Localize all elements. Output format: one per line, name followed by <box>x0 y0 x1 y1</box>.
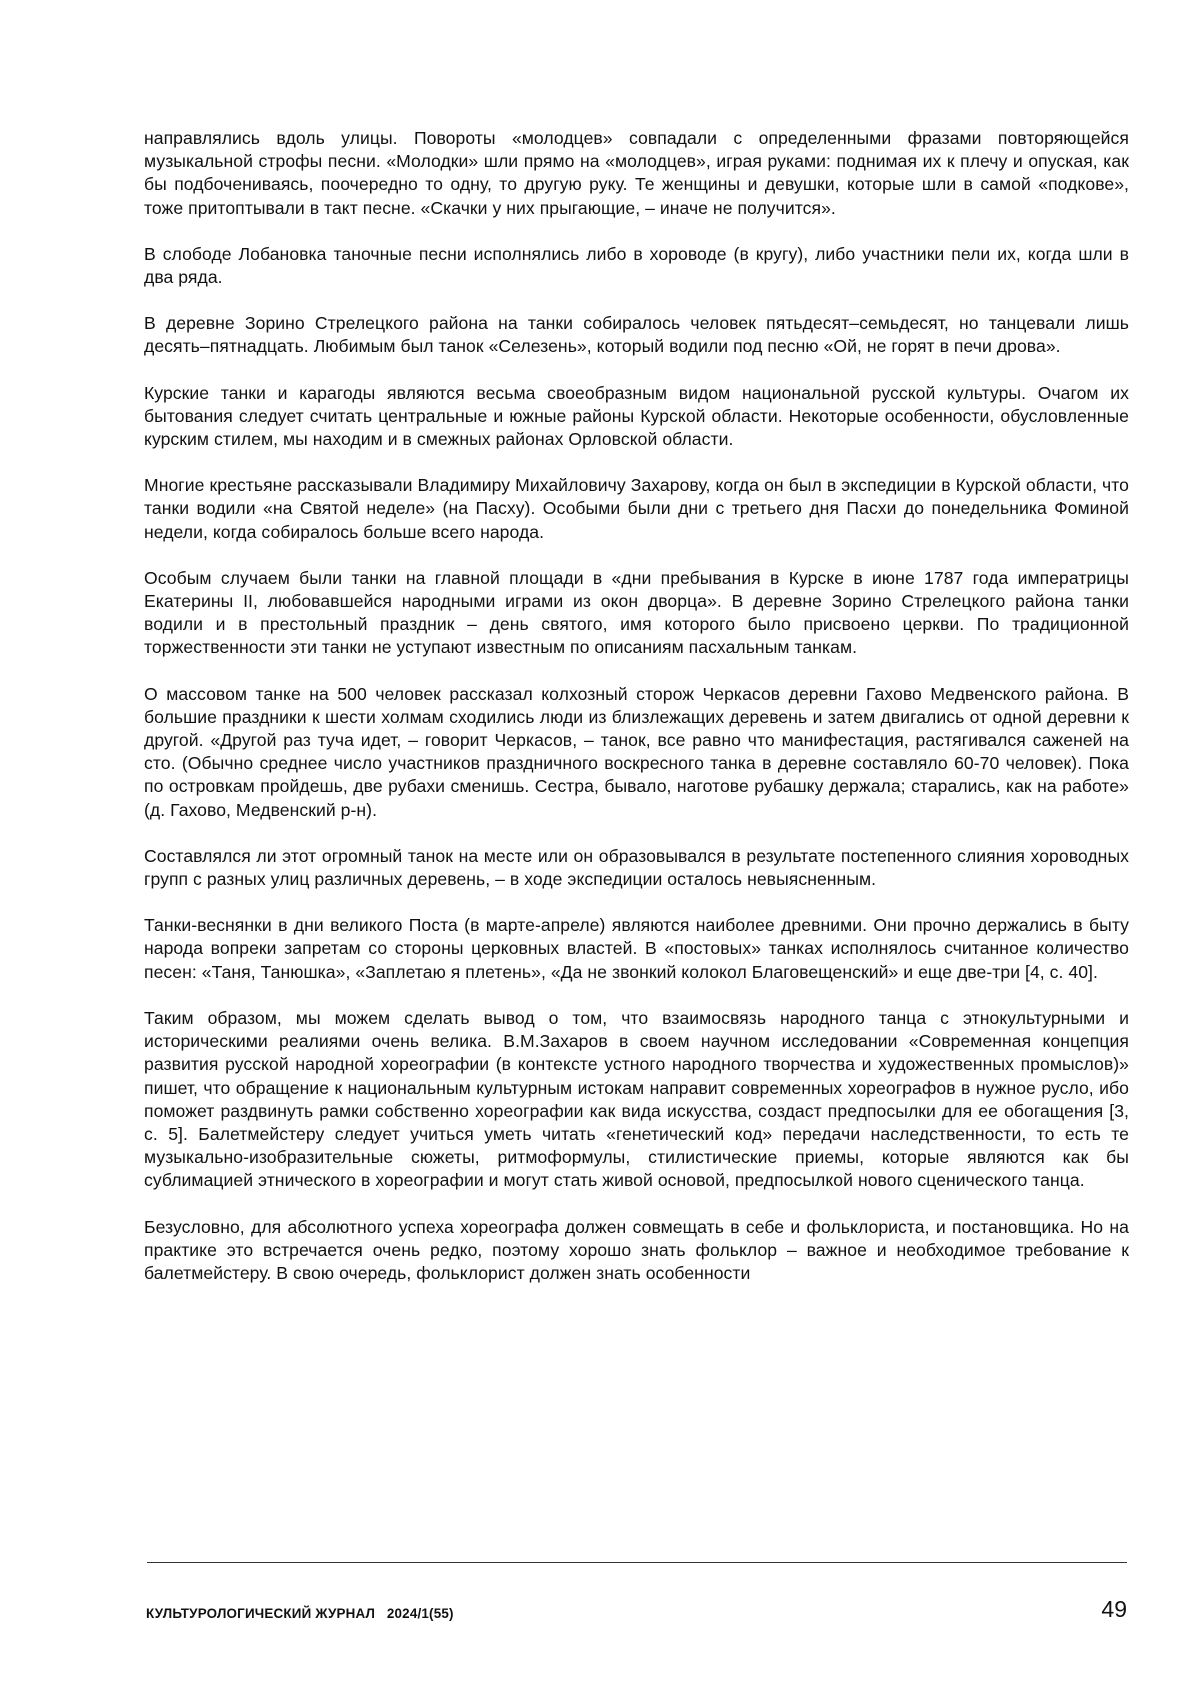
footer-divider <box>147 1562 1127 1563</box>
paragraph-8: Составлялся ли этот огромный танок на месте или он образовывался в результате постепенного слияния хороводных групп с разных улиц различных деревень, – в ходе экспедиции осталось невыясненным. <box>144 845 1129 890</box>
page-number: 49 <box>1101 1596 1127 1622</box>
journal-title: КУЛЬТУРОЛОГИЧЕСКИЙ ЖУРНАЛ <box>146 1606 376 1621</box>
article-body <box>144 127 1129 1308</box>
paragraph-7: О массовом танке на 500 человек рассказал колхозный сторож Черкасов деревни Гахово Медвенского района. В большие праздники к шести холмам сходились люди из близлежащих деревень и затем двигались от одной деревни к другой. «Другой раз туча идет, – говорит Черкасов, – танок, все равно что манифестация, растягивался саженей на сто. (Обычно среднее число участников праздничного воскресного танка в деревне составляло 60-70 человек). Пока по островкам пройдешь, две рубахи сменишь. Сестра, бывало, наготове рубашку держала; старались, как на работе» (д. Гахово, Медвенский р-н). <box>144 683 1129 820</box>
paragraph-6: Особым случаем были танки на главной площади в «дни пребывания в Курске в июне 1787 года императрицы Екатерины II, любовавшейся народными играми из окон дворца». В деревне Зорино Стрелецкого района танки водили и в престольный праздник – день святого, имя которого было присвоено церкви. По традиционной торжественности эти танки не уступают известным по описаниям пасхальным танкам. <box>144 567 1129 658</box>
paragraph-1: направлялись вдоль улицы. Повороты «молодцев» совпадали с определенными фразами повторяющейся музыкальной строфы песни. «Молодки» шли прямо на «молодцев», играя руками: поднимая их к плечу и опуская, как бы подбочениваясь, поочередно то одну, то другую руку. Те женщины и девушки, которые шли в самой «подкове», тоже притоптывали в такт песне. «Скачки у них прыгающие, – иначе не получится». <box>144 128 1129 218</box>
paragraph-9: Танки-веснянки в дни великого Поста (в марте-апреле) являются наиболее древними. Они прочно держались в быту народа вопреки запретам со стороны церковных властей. В «постовых» танках исполнялось считанное количество песен: «Таня, Танюшка», «Заплетаю я плетень», «Да не звонкий колокол Благовещенский» и еще две-три [4, с. 40]. <box>144 915 1129 982</box>
paragraph-3: В деревне Зорино Стрелецкого района на танки собиралось человек пятьдесят–семьдесят, но танцевали лишь десять–пятнадцать. Любимым был танок «Селезень», который водили под песню «Ой, не горят в печи дрова». <box>144 313 1129 357</box>
journal-issue: 2024/1(55) <box>386 1606 454 1621</box>
paragraph-5: Многие крестьяне рассказывали Владимиру Михайловичу Захарову, когда он был в экспедиции в Курской области, что танки водили «на Святой неделе» (на Пасху). Особыми были дни с третьего дня Пасхи до понедельника Фоминой недели, когда собиралось больше всего народа. <box>144 475 1129 542</box>
paragraph-4: Курские танки и карагоды являются весьма своеобразным видом национальной русской культуры. Очагом их бытования следует считать центральные и южные районы Курской области. Некоторые особенности, обусловленные курским стилем, мы находим и в смежных районах Орловской области. <box>144 382 1129 450</box>
paragraph-2: В слободе Лобановка таночные песни исполнялись либо в хороводе (в кругу), либо участники пели их, когда шли в два ряда. <box>144 243 1129 288</box>
footer-journal-info <box>146 1606 454 1621</box>
paragraph-11: Безусловно, для абсолютного успеха хореографа должен совмещать в себе и фольклориста, и постановщика. Но на практике это встречается очень редко, поэтому хорошо знать фольклор – важное и необходимое требование к балетмейстеру. В свою очередь, фольклорист должен знать особенности <box>144 1216 1129 1283</box>
paragraph-10: Таким образом, мы можем сделать вывод о том, что взаимосвязь народного танца с этнокультурными и историческими реалиями очень велика. В.М.Захаров в своем научном исследовании «Современная концепция развития русской народной хореографии (в контексте устного народного творчества и художественных промыслов)» пишет, что обращение к национальным культурным истокам направит современных хореографов в нужное русло, ибо поможет раздвинуть рамки собственно хореографии как вида искусства, создаст предпосылки для ее обогащения [3, с. 5]. Балетмейстеру следует учиться уметь читать «генетический код» передачи наследственности, то есть те музыкально-изобразительные сюжеты, ритмоформулы, стилистические приемы, которые являются как бы сублимацией этнического в хореографии и могут стать живой основой, предпосылкой нового сценического танца. <box>144 1007 1129 1191</box>
